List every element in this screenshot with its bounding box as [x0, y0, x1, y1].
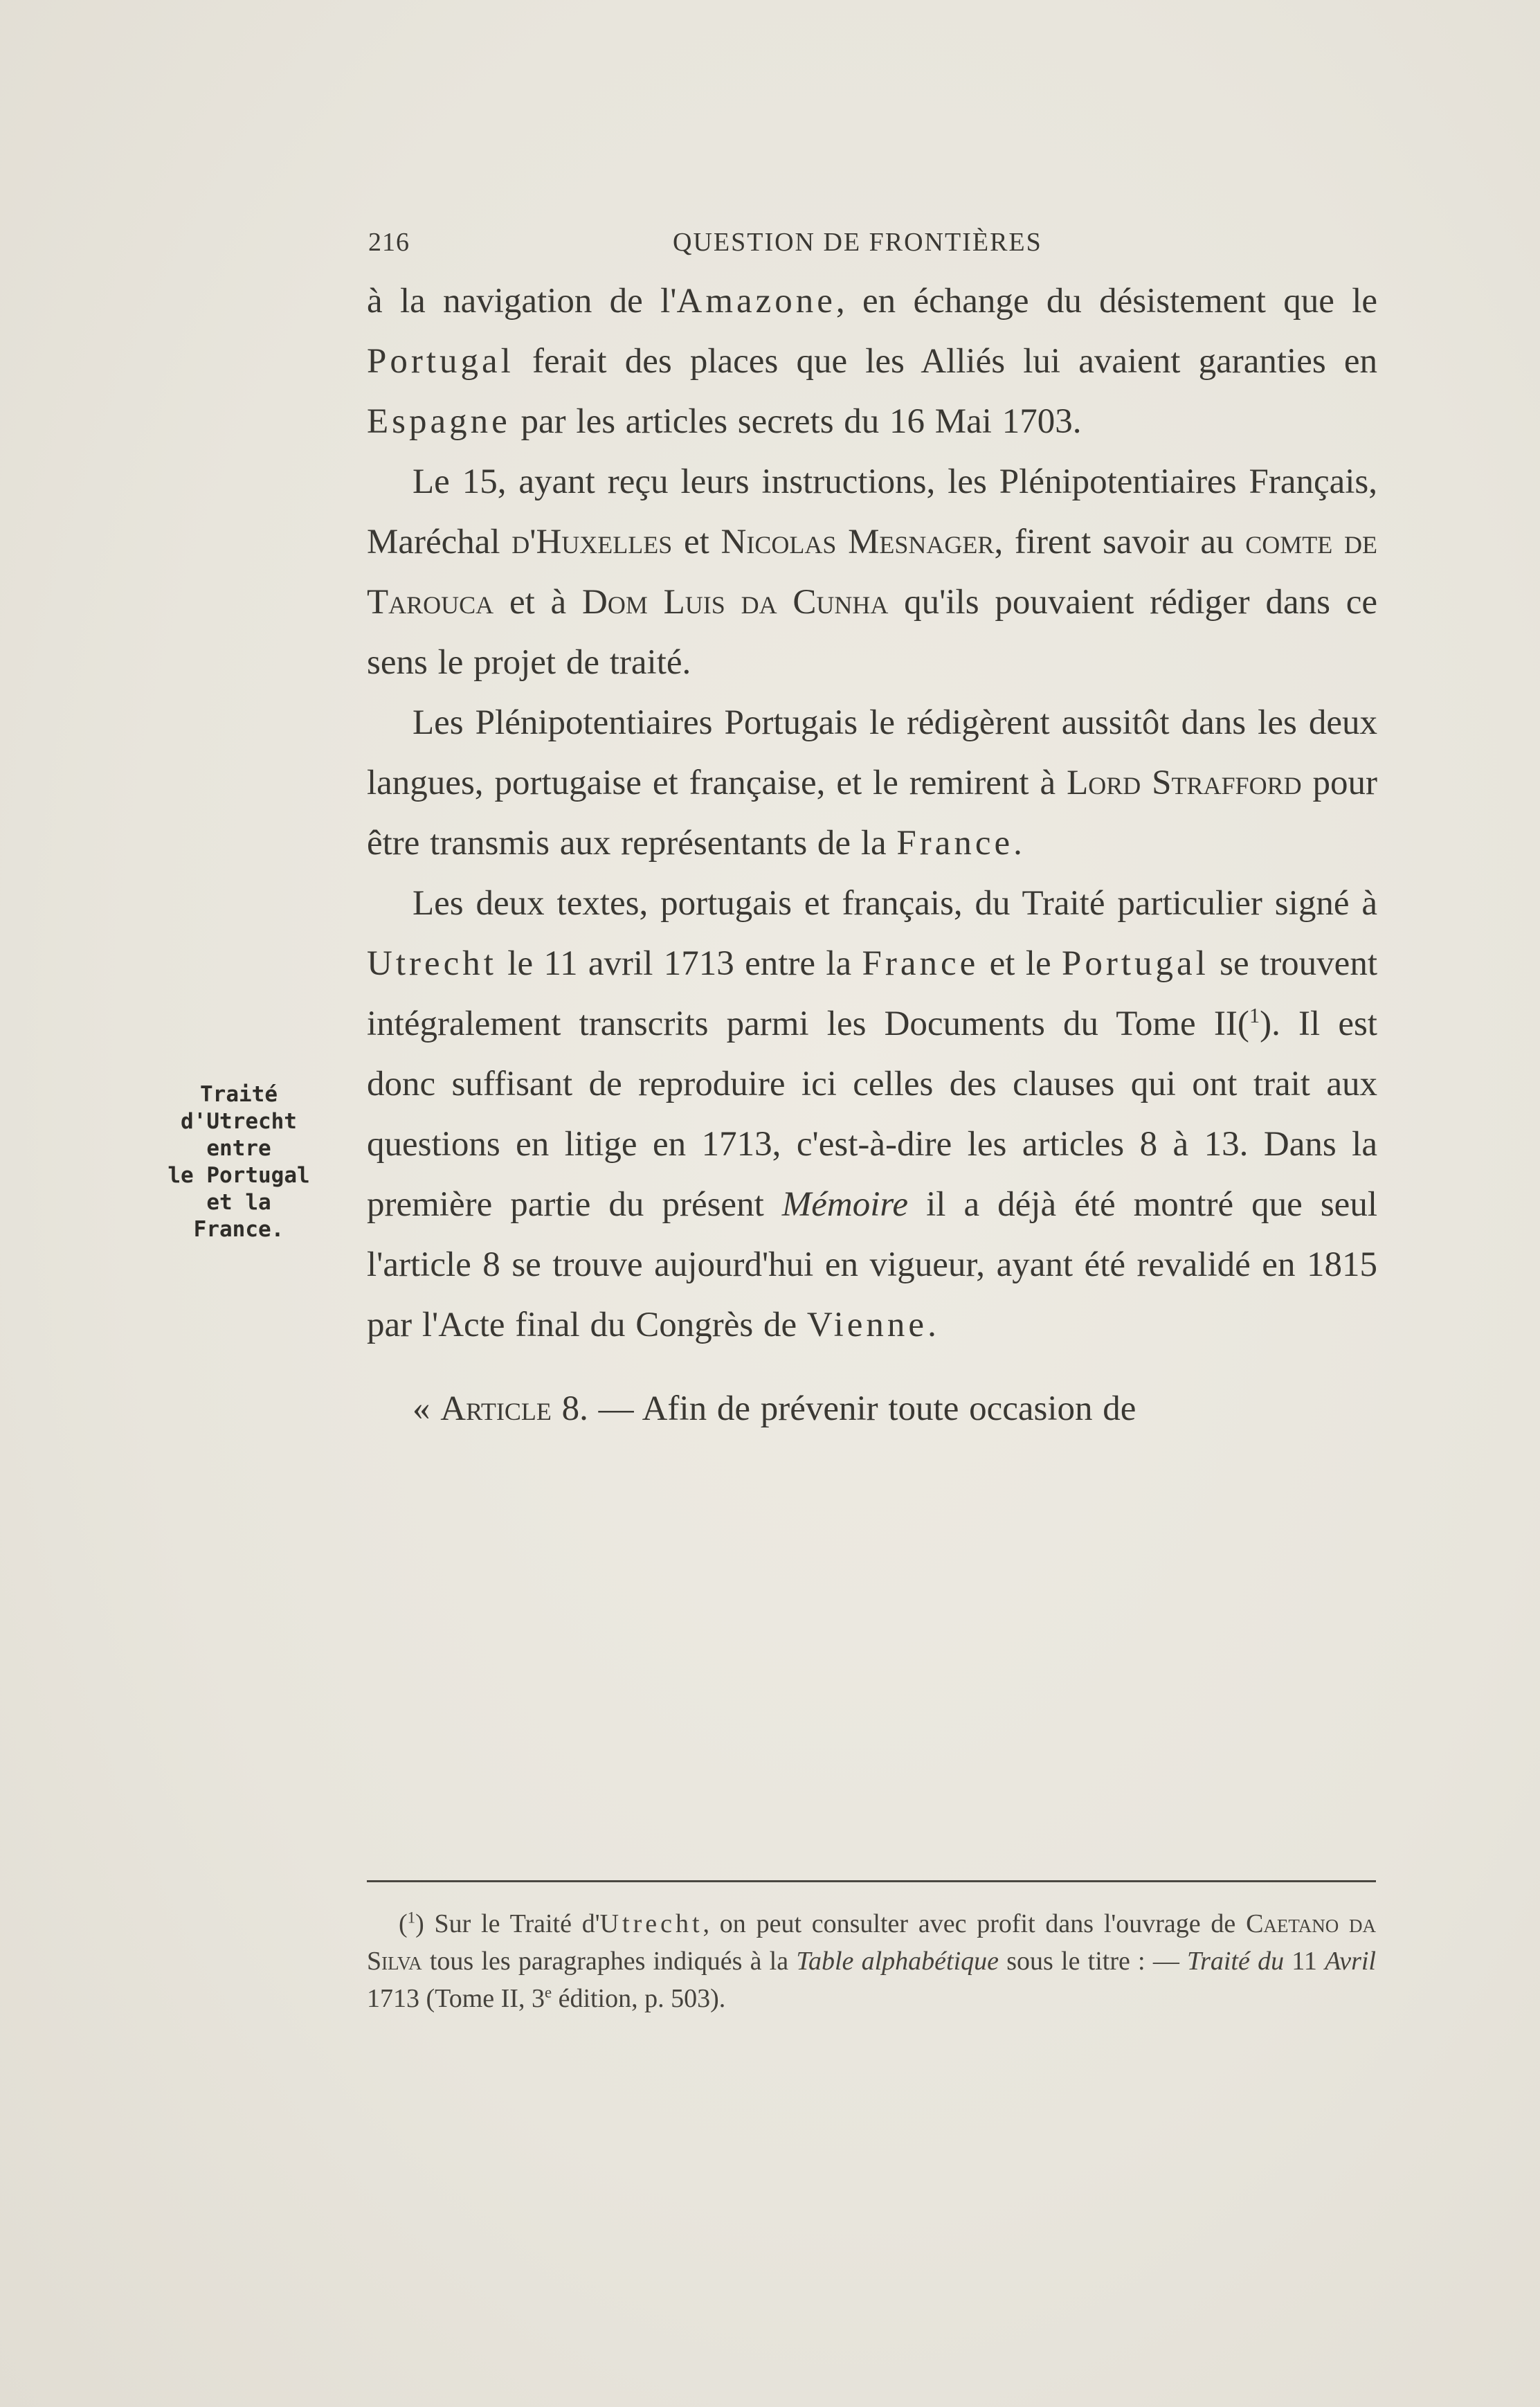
- footnote-marker: 1: [407, 1909, 416, 1927]
- margin-note-line: d'Utrecht: [181, 1109, 297, 1134]
- footnote-ref: 1: [1249, 1004, 1260, 1027]
- article-heading-line: « Article 8. — Afin de prévenir toute occasion de: [413, 1389, 1136, 1428]
- margin-note-line: le Portugal: [167, 1163, 310, 1188]
- margin-note-line: France.: [193, 1217, 284, 1242]
- paragraph: à la navigation de l'Amazone, en échange du désistement que le Portugal ferait des places que les Alliés lui avaient garanties en Espagne par les articles secrets du 16 Mai 1703.: [367, 282, 1377, 441]
- paragraph: Le 15, ayant reçu leurs instructions, les Plénipotentiaires Français, Maréchal d'Huxelles et Nicolas Mesnager, firent savoir au comte de Tarouca et à Dom Luis da Cunha qu'ils pouvaient rédiger dans ce sens le projet de traité.: [367, 462, 1377, 682]
- footnote: ($^1$) Sur le Traité d'Utrecht, on peut consulter avec profit dans l'ouvrage de Caetano da Silva tous les paragraphes indiqués à la Table alphabétique sous le titre : — Traité du 11 Avril 1713 (Tome II, 3e édition, p. 503).: [367, 1909, 1376, 2013]
- body-text: [367, 271, 1377, 1439]
- page-header: [368, 220, 1372, 262]
- footnote-divider: [367, 1880, 1376, 1882]
- margin-note-line: entre: [206, 1136, 271, 1161]
- running-title: QUESTION DE FRONTIÈRES: [673, 228, 1042, 257]
- margin-note-line: et la: [206, 1190, 271, 1215]
- margin-note: [149, 1081, 329, 1243]
- paragraph: Les Plénipotentiaires Portugais le rédigèrent aussitôt dans les deux langues, portugaise et française, et le remirent à Lord Strafford pour être transmis aux représentants de la France.: [367, 703, 1377, 863]
- paragraph: Les deux textes, portugais et français, du Traité particulier signé à Utrecht le 11 avril 1713 entre la France et le Portugal se trouvent intégralement transcrits parmi les Documents du Tome II($^1$). Il est donc suffisant de reproduire ici celles des clauses qui ont trait aux questions en litige en 1713, c'est-à-dire les articles 8 à 13. Dans la première partie du présent Mémoire il a déjà été montré que seul l'article 8 se trouve aujourd'hui en vigueur, ayant été revalidé en 1815 par l'Acte final du Congrès de Vienne.: [367, 884, 1377, 1344]
- page-number: 216: [368, 228, 410, 257]
- margin-note-line: Traité: [200, 1082, 278, 1107]
